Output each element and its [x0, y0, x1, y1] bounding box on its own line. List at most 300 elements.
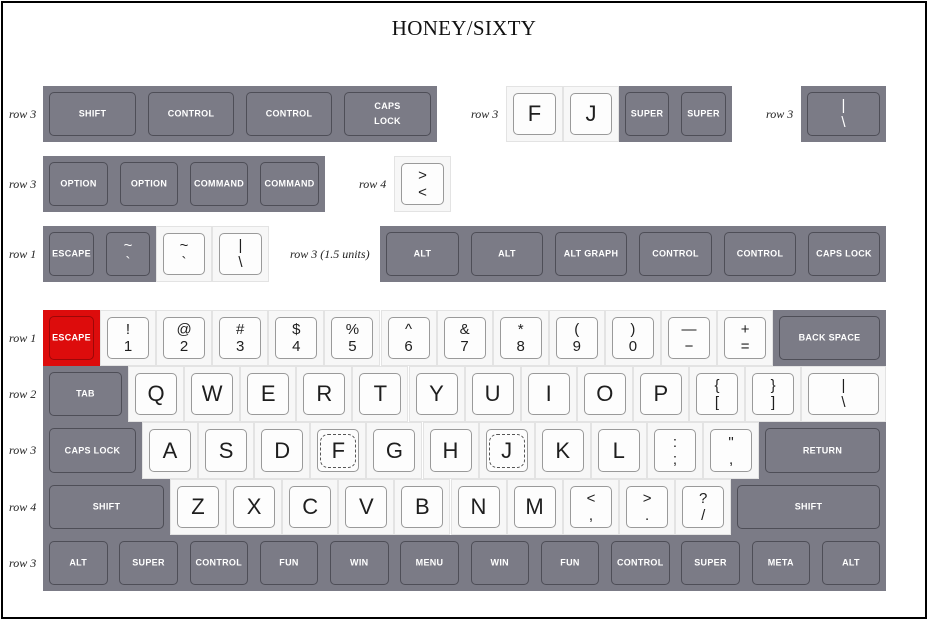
key-punct-legend — [571, 490, 611, 524]
key-g-legend: G — [385, 437, 403, 463]
key-r — [296, 366, 352, 422]
key-menu-label: MENU — [415, 557, 444, 568]
extra-key-command-keycap — [190, 162, 248, 206]
key-bracket-legend — [753, 377, 793, 411]
key-−-shift-legend: — — [681, 321, 697, 338]
extra-key-caps-lock — [338, 86, 437, 142]
row-label: row 3 — [9, 443, 37, 457]
key-q-legend: Q — [147, 381, 165, 406]
key-e-keycap — [247, 373, 289, 415]
key-punct-base-legend: / — [701, 507, 706, 524]
extra-key-alt — [380, 226, 465, 282]
key-t-legend: T — [373, 381, 388, 406]
extra-key-alt-keycap — [386, 232, 459, 276]
key-punct — [703, 422, 759, 479]
key-1 — [100, 310, 156, 366]
key-−-keycap — [668, 317, 710, 359]
extra-key-super-label: SUPER — [630, 108, 664, 119]
extra-key-shift-keycap — [49, 92, 136, 136]
extra-key-command-label: COMMAND — [193, 178, 245, 189]
extra-key-angle-shift-legend: > — [418, 167, 427, 184]
extra-key-j-legend: J — [585, 101, 597, 126]
key-alt-keycap — [822, 541, 881, 585]
key-tab — [43, 366, 128, 422]
key-punct-legend — [627, 490, 667, 524]
key-super-label: SUPER — [132, 557, 165, 568]
extra-key-caps-lock — [802, 226, 886, 282]
diagram-title: HONEY/SIXTY — [391, 16, 537, 40]
extra-key-command-label: COMMAND — [264, 178, 315, 189]
key-4-base-legend: 4 — [292, 338, 301, 355]
key-o-keycap — [584, 373, 626, 415]
key-control-keycap — [611, 541, 670, 585]
extra-key-pipe — [801, 86, 886, 142]
extra-key-control-label: CONTROL — [265, 108, 313, 119]
extra-key-pipe — [212, 226, 269, 282]
row-label: row 4 — [359, 177, 387, 191]
key-o-legend: O — [596, 381, 614, 406]
key-m — [507, 479, 563, 535]
row-label: row 3 — [766, 107, 794, 121]
extra-key-option — [43, 156, 114, 212]
extra-key-pipe-base-legend: \ — [238, 254, 243, 271]
extra-key-alt-graph-keycap — [555, 232, 627, 276]
key-− — [661, 310, 717, 366]
key-l — [591, 422, 647, 479]
extra-key-tilde-keycap — [106, 232, 150, 276]
extra-key-caps-lock-keycap — [344, 92, 431, 136]
key-control — [184, 535, 255, 591]
key-backslash-base-legend: \ — [841, 394, 846, 411]
extra-key-tilde — [100, 226, 156, 282]
key-backslash — [801, 366, 886, 422]
key-9-shift-legend: ( — [574, 321, 580, 338]
key-d — [254, 422, 310, 479]
key-shift-left-label: SHIFT — [92, 501, 121, 512]
extra-key-tilde-shift-legend: ~ — [179, 237, 189, 254]
key-2 — [156, 310, 212, 366]
key-6-keycap — [388, 317, 430, 359]
extra-key-pipe-keycap — [219, 233, 262, 275]
key-super-keycap — [681, 541, 740, 585]
extra-key-command — [184, 156, 254, 212]
key-backslash-legend — [809, 377, 878, 411]
key-punct-base-legend: ; — [672, 450, 678, 468]
key-menu-keycap — [400, 541, 459, 585]
key-l-legend: L — [612, 437, 625, 463]
key-j-keycap — [486, 429, 528, 472]
key-menu — [394, 535, 465, 591]
key-y-keycap — [416, 373, 458, 415]
key-4-shift-legend: $ — [292, 321, 301, 338]
extra-key-option — [114, 156, 184, 212]
key-=-base-legend: = — [740, 338, 750, 355]
key-8-shift-legend: * — [517, 321, 524, 338]
key-w-legend: W — [201, 381, 223, 406]
key-−-legend — [669, 321, 709, 355]
key-o — [577, 366, 633, 422]
extra-key-control-keycap — [246, 92, 332, 136]
key-super — [675, 535, 746, 591]
key-b — [394, 479, 450, 535]
row-label: row 3 — [9, 107, 37, 121]
extra-key-f — [506, 86, 563, 142]
extra-key-control — [718, 226, 802, 282]
key-bracket-shift-legend: } — [770, 377, 776, 394]
key-tab-label: TAB — [76, 388, 95, 399]
key-x-keycap — [233, 486, 275, 528]
key-escape-label: ESCAPE — [52, 332, 91, 343]
extra-key-super — [619, 86, 675, 142]
key-4-keycap — [275, 317, 317, 359]
key-win — [324, 535, 395, 591]
key-i-legend: I — [545, 381, 552, 406]
key-z-keycap — [177, 486, 219, 528]
key-meta-label: META — [767, 557, 794, 568]
key-=-keycap — [724, 317, 766, 359]
key-5-legend — [332, 321, 372, 355]
key-punct — [647, 422, 703, 479]
key-bracket — [745, 366, 801, 422]
key-w — [184, 366, 240, 422]
key-j-legend: J — [501, 437, 513, 463]
extra-key-option-keycap — [120, 162, 178, 206]
key-e-legend: E — [260, 381, 276, 406]
extra-key-control-keycap — [148, 92, 234, 136]
row-label: row 2 — [9, 387, 37, 401]
extra-key-caps-lock-keycap — [808, 232, 880, 276]
key-n-legend: N — [470, 494, 487, 519]
key-s-legend: S — [218, 437, 234, 463]
key-backslash-keycap — [808, 373, 879, 415]
key-j — [479, 422, 535, 479]
key-g — [366, 422, 422, 479]
key-punct — [619, 479, 675, 535]
extra-key-j — [563, 86, 619, 142]
key-6-legend — [389, 321, 429, 355]
key-escape-keycap — [49, 316, 94, 360]
key-fun — [254, 535, 325, 591]
key-0-keycap — [612, 317, 654, 359]
key-control-keycap — [190, 541, 249, 585]
extra-key-command — [254, 156, 325, 212]
key-punct-keycap — [654, 429, 696, 472]
key-5 — [324, 310, 380, 366]
key-punct-keycap — [682, 486, 724, 528]
key-punct-keycap — [710, 429, 752, 472]
extra-key-escape-keycap — [49, 232, 94, 276]
key-7-keycap — [444, 317, 486, 359]
key-k-keycap — [542, 429, 584, 472]
key-n — [451, 479, 507, 535]
key-v — [338, 479, 394, 535]
key-caps-lock — [43, 422, 142, 479]
key-meta — [746, 535, 817, 591]
key-super — [113, 535, 184, 591]
key-r-legend: R — [316, 381, 333, 406]
key-b-legend: B — [415, 494, 430, 519]
key-fun-keycap — [260, 541, 319, 585]
row-label: row 1 — [9, 247, 37, 261]
extra-key-tilde-base-legend: ` — [125, 254, 131, 271]
key-5-base-legend: 5 — [348, 338, 357, 355]
key-alt-label: ALT — [69, 557, 88, 568]
key-c — [282, 479, 338, 535]
key-u-keycap — [472, 373, 514, 415]
key-k-legend: K — [555, 437, 571, 463]
extra-key-angle-base-legend: < — [418, 184, 427, 201]
key-v-legend: V — [358, 494, 374, 519]
key-s-keycap — [205, 429, 247, 472]
key-bracket-base-legend: ] — [771, 394, 776, 411]
key-control-label: CONTROL — [616, 557, 664, 568]
extra-key-alt-graph-label: ALT GRAPH — [563, 248, 619, 259]
key-5-shift-legend: % — [345, 321, 360, 338]
extra-key-control-label: CONTROL — [652, 248, 699, 259]
extra-key-pipe-base-legend: \ — [841, 114, 846, 131]
key-6-shift-legend: ^ — [404, 321, 413, 338]
key-return — [759, 422, 886, 479]
key-f — [310, 422, 366, 479]
extra-key-caps-lock-label: CAPS LOCK — [374, 101, 401, 126]
key-punct-base-legend: , — [588, 507, 594, 524]
key-8-keycap — [500, 317, 542, 359]
key-alt — [816, 535, 887, 591]
key-2-shift-legend: @ — [176, 321, 192, 338]
key-1-shift-legend: ! — [125, 321, 131, 338]
key-g-keycap — [373, 429, 415, 472]
extra-key-tilde-legend — [107, 237, 149, 271]
row-label: row 3 (1.5 units) — [290, 247, 370, 261]
key-1-keycap — [107, 317, 149, 359]
extra-key-pipe-keycap — [807, 92, 880, 136]
key-=-legend — [725, 321, 765, 355]
key-punct-keycap — [570, 486, 612, 528]
key-d-legend: D — [274, 437, 291, 463]
key-bracket-base-legend: [ — [714, 394, 720, 411]
key-u — [465, 366, 521, 422]
extra-key-angle — [394, 156, 451, 212]
key-m-legend: M — [525, 494, 544, 519]
extra-key-tilde-keycap — [163, 233, 205, 275]
key-h-legend: H — [442, 437, 459, 463]
extra-key-escape — [43, 226, 100, 282]
key-p-keycap — [640, 373, 682, 415]
key-3-legend — [220, 321, 260, 355]
key-1-base-legend: 1 — [123, 338, 133, 355]
extra-key-tilde — [156, 226, 212, 282]
key-fun — [535, 535, 606, 591]
key-4-legend — [276, 321, 316, 355]
key-c-keycap — [289, 486, 331, 528]
key-bracket-shift-legend: { — [714, 377, 720, 394]
key-0 — [605, 310, 661, 366]
key-meta-keycap — [752, 541, 811, 585]
extra-key-control — [633, 226, 718, 282]
extra-key-command-keycap — [260, 162, 319, 206]
key-f-keycap — [317, 429, 359, 472]
key-k — [535, 422, 591, 479]
key-punct — [563, 479, 619, 535]
key-3-keycap — [219, 317, 261, 359]
extra-key-pipe-shift-legend: | — [841, 97, 846, 114]
key-fun-label: FUN — [560, 557, 580, 568]
key-punct-shift-legend: > — [642, 490, 652, 507]
key-punct-keycap — [626, 486, 668, 528]
key-tab-keycap — [49, 372, 122, 416]
key-a — [142, 422, 198, 479]
extra-key-caps-lock-label: CAPS LOCK — [816, 248, 872, 259]
row-label: row 3 — [471, 107, 499, 121]
key-bracket-keycap — [696, 373, 738, 415]
key-d-keycap — [261, 429, 303, 472]
extra-key-alt-graph — [549, 226, 633, 282]
key-shift-right-keycap — [737, 485, 880, 529]
extra-key-super-keycap — [625, 92, 669, 136]
key-escape — [43, 310, 100, 366]
key-punct-shift-legend: " — [728, 433, 734, 451]
extra-key-option-label: OPTION — [130, 178, 168, 189]
extra-key-shift-label: SHIFT — [78, 108, 107, 119]
extra-key-angle-legend — [402, 167, 443, 201]
key-punct-legend — [711, 434, 751, 468]
key-7-base-legend: 7 — [460, 338, 469, 355]
key-win-keycap — [471, 541, 530, 585]
extra-key-option-label: OPTION — [60, 178, 97, 189]
key-control-label: CONTROL — [195, 557, 243, 568]
key-x — [226, 479, 282, 535]
key-s — [198, 422, 254, 479]
key-bracket-legend — [697, 377, 737, 411]
key-9-base-legend: 9 — [572, 338, 581, 355]
extra-key-pipe-legend — [220, 237, 261, 271]
key-shift-right — [731, 479, 886, 535]
extra-key-pipe-shift-legend: | — [238, 237, 243, 254]
extra-key-tilde-legend — [164, 237, 204, 271]
key-e — [240, 366, 296, 422]
extra-key-alt-label: ALT — [498, 248, 516, 259]
key-8-legend — [501, 321, 541, 355]
key-y — [409, 366, 465, 422]
key-2-legend — [164, 321, 204, 355]
extra-key-control-keycap — [724, 232, 796, 276]
key-a-legend: A — [162, 437, 178, 463]
key-alt-keycap — [49, 541, 108, 585]
extra-key-alt-label: ALT — [413, 248, 432, 259]
key-p-legend: P — [653, 381, 669, 406]
key-fun-label: FUN — [279, 557, 299, 568]
extra-key-f-keycap — [513, 93, 556, 135]
extra-key-alt-keycap — [471, 232, 543, 276]
key-caps-lock-keycap — [49, 428, 136, 473]
key-n-keycap — [458, 486, 500, 528]
key-super-label: SUPER — [694, 557, 727, 568]
extra-key-control-keycap — [639, 232, 712, 276]
key-punct-base-legend: , — [729, 450, 734, 468]
extra-key-option-keycap — [49, 162, 108, 206]
extra-key-control — [240, 86, 338, 142]
key-m-keycap — [514, 486, 556, 528]
key-punct — [675, 479, 731, 535]
key-0-legend — [613, 321, 653, 355]
key-= — [717, 310, 773, 366]
key-7 — [437, 310, 493, 366]
key-q — [128, 366, 184, 422]
key-h-keycap — [430, 429, 472, 472]
key-punct-legend — [683, 490, 723, 524]
key-t-keycap — [359, 373, 401, 415]
key-win-label: WIN — [350, 557, 369, 568]
extra-key-control-label: CONTROL — [167, 108, 215, 119]
key-8 — [493, 310, 549, 366]
extra-key-tilde-shift-legend: ~ — [123, 237, 133, 254]
key-2-keycap — [163, 317, 205, 359]
key-i-keycap — [528, 373, 570, 415]
key-punct-shift-legend: : — [672, 433, 678, 451]
key-shift-right-label: SHIFT — [794, 501, 823, 512]
key-3 — [212, 310, 268, 366]
key-v-keycap — [345, 486, 387, 528]
key-9-legend — [557, 321, 597, 355]
key-alt — [43, 535, 114, 591]
key-1-legend — [108, 321, 148, 355]
key-4 — [268, 310, 324, 366]
key-shift-left-keycap — [49, 485, 164, 529]
key-3-shift-legend: # — [236, 321, 245, 338]
key-win-keycap — [330, 541, 389, 585]
key-return-label: RETURN — [802, 445, 843, 455]
key-3-base-legend: 3 — [236, 338, 245, 355]
key-bracket — [689, 366, 745, 422]
row-label: row 1 — [9, 331, 37, 345]
extra-key-control — [142, 86, 240, 142]
extra-key-alt — [465, 226, 549, 282]
key-t — [352, 366, 408, 422]
key-w-keycap — [191, 373, 233, 415]
key-6-base-legend: 6 — [404, 338, 413, 355]
key-h — [423, 422, 479, 479]
extra-key-escape-label: ESCAPE — [52, 248, 91, 259]
row-label: row 3 — [9, 556, 37, 570]
key-9-keycap — [556, 317, 598, 359]
key-9 — [549, 310, 605, 366]
key-−-base-legend: − — [684, 338, 694, 355]
key-q-keycap — [135, 373, 177, 415]
key-caps-lock-label: CAPS LOCK — [64, 445, 121, 455]
key-7-shift-legend: & — [459, 321, 470, 338]
key-0-shift-legend: ) — [630, 321, 636, 338]
key-win-label: WIN — [490, 557, 509, 568]
extra-key-pipe-legend — [808, 97, 879, 131]
key-bracket-keycap — [752, 373, 794, 415]
key-super-keycap — [119, 541, 178, 585]
key-backspace-keycap — [779, 316, 880, 360]
extra-key-super — [675, 86, 732, 142]
key-8-base-legend: 8 — [516, 338, 525, 355]
extra-key-f-legend: F — [527, 101, 542, 126]
key-backspace-label: BACK SPACE — [798, 332, 861, 343]
key-punct-legend — [655, 434, 695, 468]
key-2-base-legend: 2 — [179, 338, 189, 355]
row-label: row 3 — [9, 177, 37, 191]
key-y-legend: Y — [429, 381, 444, 406]
key-f-legend: F — [331, 437, 346, 463]
key-backspace — [773, 310, 886, 366]
key-backslash-shift-legend: | — [841, 377, 846, 394]
key-win — [465, 535, 536, 591]
key-shift-left — [43, 479, 170, 535]
extra-key-shift — [43, 86, 142, 142]
